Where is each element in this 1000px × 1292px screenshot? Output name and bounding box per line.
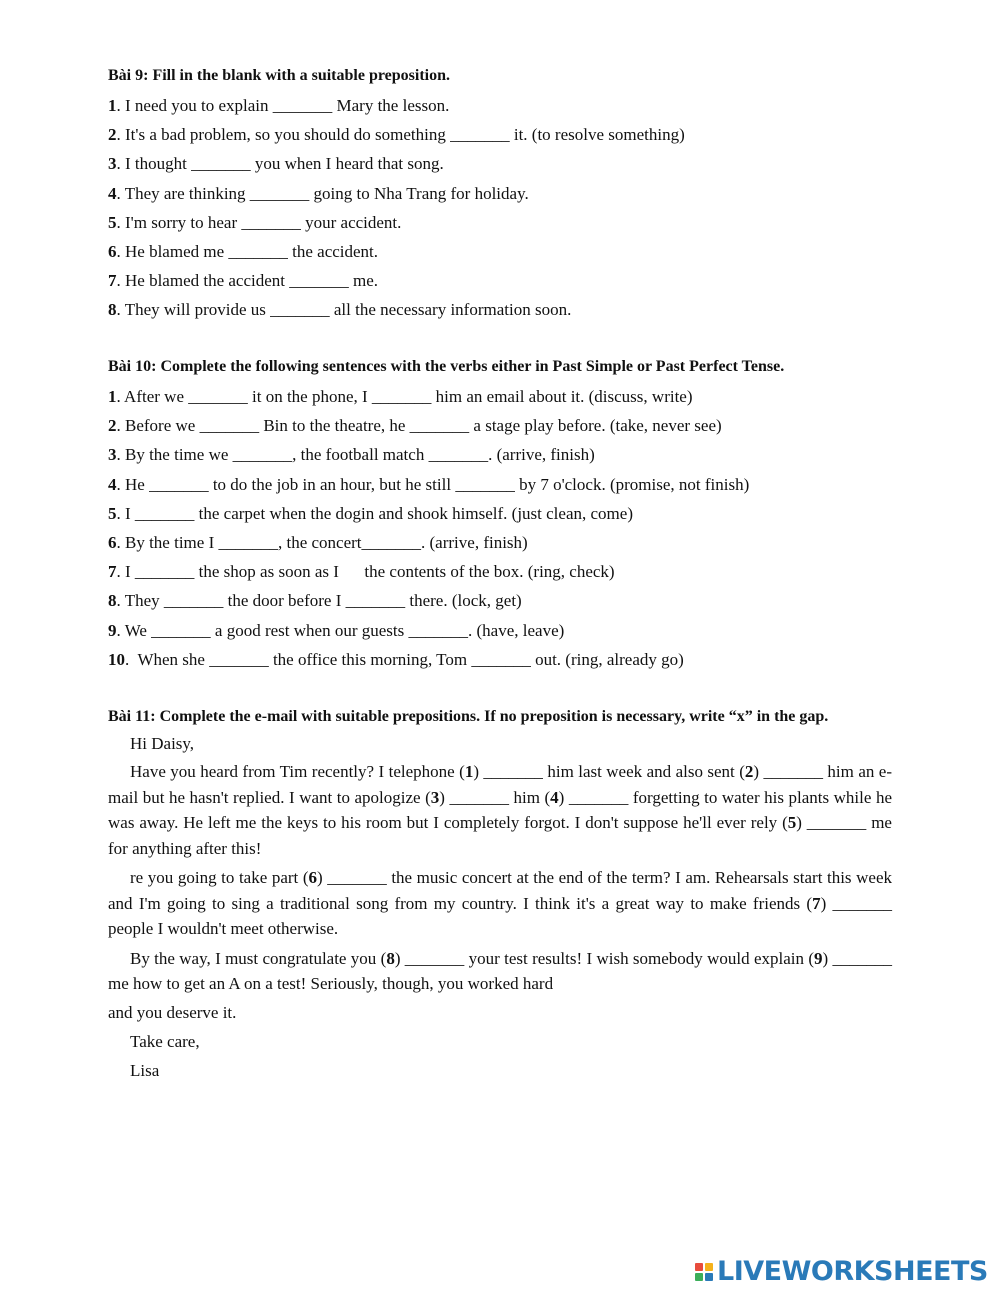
item-number: 9 bbox=[108, 620, 117, 640]
item-text: . I'm sorry to hear _______ your accident. bbox=[116, 212, 402, 232]
email-closing: Take care, bbox=[130, 1031, 200, 1051]
item-number: 4 bbox=[108, 474, 117, 494]
gap-number: 9 bbox=[813, 948, 823, 968]
item-text: . When she _______ the office this morning, Tom _______ out. (ring, already go) bbox=[125, 649, 684, 669]
liveworksheets-logo bbox=[695, 1252, 988, 1292]
exercise-item bbox=[108, 120, 892, 149]
email-paragraph-1 bbox=[108, 759, 892, 861]
exercise-item bbox=[108, 237, 892, 266]
exercise-item bbox=[108, 470, 892, 499]
item-text: . I _______ the carpet when the dogin and shook himself. (just clean, come) bbox=[116, 503, 633, 523]
exercise-item bbox=[108, 411, 892, 440]
item-number: 5 bbox=[108, 212, 117, 232]
gap-number: 3 bbox=[430, 787, 440, 807]
item-number: 2 bbox=[108, 125, 117, 145]
item-text: . I thought _______ you when I heard that song. bbox=[116, 154, 444, 174]
item-number: 6 bbox=[108, 242, 117, 262]
logo-square-icon bbox=[695, 1273, 703, 1281]
logo-text: LIVEWORKSHEETS bbox=[717, 1256, 988, 1287]
exercise-item bbox=[108, 266, 892, 295]
exercise-item bbox=[108, 149, 892, 178]
email-paragraph-4: and you deserve it. bbox=[108, 1002, 237, 1022]
email-text: Have you heard from Tim recently? I telephone ( bbox=[130, 762, 465, 781]
item-text: . He _______ to do the job in an hour, but he still _______ by 7 o'clock. (promise, not finish) bbox=[116, 474, 750, 494]
email-text: ) _______ your test results! I wish somebody would explain ( bbox=[394, 948, 814, 968]
exercise-item bbox=[108, 586, 892, 615]
gap-number: 8 bbox=[386, 948, 395, 968]
item-text: . By the time I _______, the concert_______. (arrive, finish) bbox=[116, 533, 528, 553]
item-number: 1 bbox=[108, 387, 117, 406]
item-number: 3 bbox=[108, 445, 117, 465]
item-text: . It's a bad problem, so you should do something _______ it. (to resolve something) bbox=[116, 125, 685, 145]
exercise-9-list bbox=[108, 91, 892, 325]
email-text: ) _______ forgetting to water his plants while he was away. He left me the keys to his room but I completely forgot. I don't suppose he'll ever rely ( bbox=[108, 787, 892, 832]
exercise-10 bbox=[108, 354, 892, 674]
item-number: 7 bbox=[108, 562, 117, 582]
exercise-9-title: Bài 9: Fill in the blank with a suitable preposition. bbox=[108, 67, 450, 84]
exercise-item bbox=[108, 616, 892, 645]
item-number: 3 bbox=[108, 154, 117, 174]
gap-number: 5 bbox=[787, 813, 797, 832]
item-number: 4 bbox=[108, 183, 117, 203]
exercise-item bbox=[108, 645, 892, 674]
email-text: ) _______ him last week and also sent ( bbox=[473, 762, 745, 781]
exercise-item bbox=[108, 440, 892, 469]
email-text: ) _______ the music concert at the end of the term? I am. Rehearsals start this week and I'm going to sing a traditional song from my country. I think it's a great way to make friends ( bbox=[108, 868, 892, 913]
item-text: . He blamed the accident _______ me. bbox=[116, 271, 379, 291]
email-text: By the way, I must congratulate you ( bbox=[130, 948, 387, 968]
exercise-item bbox=[108, 208, 892, 237]
item-text: . They are thinking _______ going to Nha Trang for holiday. bbox=[116, 183, 529, 203]
item-text: . By the time we _______, the football match _______. (arrive, finish) bbox=[116, 445, 595, 465]
logo-icon bbox=[695, 1263, 713, 1281]
item-number: 10 bbox=[108, 649, 125, 669]
item-text: . They will provide us _______ all the necessary information soon. bbox=[116, 300, 572, 320]
email-text: ) _______ me how to get an A on a test! Seriously, though, you worked hard bbox=[108, 948, 892, 993]
item-text: . They _______ the door before I _______ there. (lock, get) bbox=[116, 591, 522, 611]
item-number: 8 bbox=[108, 300, 117, 320]
exercise-item bbox=[108, 179, 892, 208]
item-text: . I _______ the shop as soon as I the contents of the box. (ring, check) bbox=[116, 562, 615, 582]
exercise-item bbox=[108, 528, 892, 557]
email-paragraph-3 bbox=[108, 946, 892, 997]
email-text: ) _______ him an e-mail but he hasn't replied. I want to apologize ( bbox=[108, 762, 893, 807]
exercise-item bbox=[108, 557, 892, 586]
exercise-item bbox=[108, 382, 892, 411]
exercise-9 bbox=[108, 63, 892, 325]
item-number: 1 bbox=[108, 96, 117, 115]
gap-number: 7 bbox=[812, 893, 821, 913]
item-number: 6 bbox=[108, 533, 117, 553]
email-text: ) _______ him ( bbox=[439, 787, 551, 807]
logo-square-icon bbox=[695, 1263, 703, 1271]
item-text: . I need you to explain _______ Mary the lesson. bbox=[116, 96, 450, 115]
logo-square-icon bbox=[705, 1273, 713, 1281]
exercise-11 bbox=[108, 704, 892, 1085]
gap-number: 2 bbox=[744, 762, 754, 781]
email-signature: Lisa bbox=[130, 1060, 160, 1080]
item-number: 8 bbox=[108, 591, 117, 611]
exercise-10-list bbox=[108, 382, 892, 674]
gap-number: 1 bbox=[464, 762, 474, 781]
email-text: re you going to take part ( bbox=[130, 868, 309, 887]
email-paragraph-2 bbox=[108, 865, 892, 942]
exercise-item bbox=[108, 499, 892, 528]
email-text: ) _______ me for anything after this! bbox=[108, 813, 892, 858]
item-number: 7 bbox=[108, 271, 117, 291]
exercise-item bbox=[108, 295, 892, 324]
email-text: ) _______ people I wouldn't meet otherwise. bbox=[108, 893, 892, 938]
gap-number: 4 bbox=[550, 787, 559, 807]
item-text: . Before we _______ Bin to the theatre, he _______ a stage play before. (take, never see) bbox=[116, 416, 722, 436]
item-number: 2 bbox=[108, 416, 117, 436]
item-text: . We _______ a good rest when our guests _______. (have, leave) bbox=[116, 620, 565, 640]
item-text: . He blamed me _______ the accident. bbox=[116, 242, 379, 262]
exercise-10-title: Bài 10: Complete the following sentences with the verbs either in Past Simple or Past Perfect Tense. bbox=[108, 358, 785, 375]
logo-square-icon bbox=[705, 1263, 713, 1271]
email-greeting: Hi Daisy, bbox=[130, 734, 195, 753]
exercise-item bbox=[108, 91, 892, 120]
item-number: 5 bbox=[108, 503, 117, 523]
gap-number: 6 bbox=[308, 868, 318, 887]
item-text: . After we _______ it on the phone, I _______ him an email about it. (discuss, write) bbox=[116, 387, 693, 406]
exercise-11-title: Bài 11: Complete the e-mail with suitable prepositions. If no preposition is necessary, write “x” in the gap. bbox=[108, 708, 829, 725]
